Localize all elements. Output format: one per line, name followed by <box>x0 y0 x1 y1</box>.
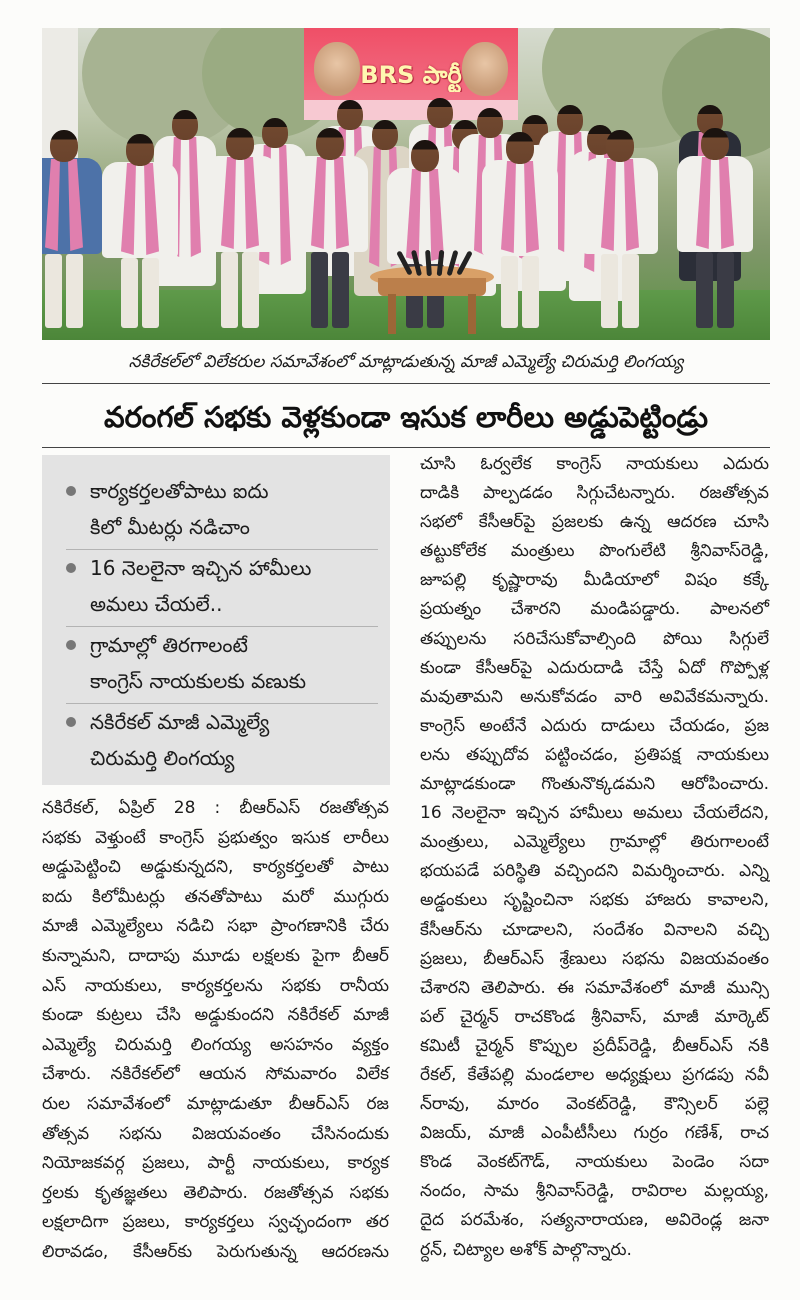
person-legs <box>311 252 328 328</box>
body-line: పల్ చైర్మన్ రాచకొండ శ్రీనివాస్, మాజీ మార్కెట్ <box>420 1006 769 1027</box>
right-body-column <box>420 450 770 1265</box>
person-legs <box>242 252 259 328</box>
body-line: ప్రజలు, బీఆర్ఎస్ శ్రేణులు సభను విజయవంతం <box>420 948 769 969</box>
body-line: 16 నెలలైనా ఇచ్చిన హామీలు అమలు చేయలేదని, <box>420 803 769 824</box>
body-line: ప్రయత్నం చేశారని మండిపడ్డారు. పాలనలో <box>420 599 769 620</box>
body-line: చేశారని తెలిపారు. ఈ సమావేశంలో మాజీ మున్సి <box>420 977 769 998</box>
body-line: మవుతామని అనుకోవడం వారి అవివేకమన్నారు. <box>420 686 769 707</box>
person-legs <box>696 252 713 328</box>
body-line: ఐదు కిలోమీటర్లు తనతోపాటు మరో ముగ్గురు <box>42 886 389 907</box>
body-line: మాజీ ఎమ్మెల్యేలు నడిచి సభా ప్రాంగణానికి చేరు <box>42 916 389 937</box>
highlight-line: 16 నెలలైనా ఇచ్చిన హామీలు <box>90 556 312 580</box>
highlight-line: కాంగ్రెస్ నాయకులకు వణుకు <box>90 669 307 693</box>
body-line: నందం, సామ శ్రీనివాస్‌రెడ్డి, రావిరాల మల్లయ్య, <box>420 1181 769 1202</box>
person-head <box>126 134 154 166</box>
person-figure <box>675 128 755 340</box>
bullet-dot-icon <box>66 563 76 573</box>
person-legs <box>522 256 539 328</box>
highlight-line: చిరుమర్తి లింగయ్య <box>90 746 235 770</box>
person-legs <box>501 256 518 328</box>
body-line: కున్నామని, దాదాపు మూడు లక్షలకు పైగా బీఆర్ <box>42 945 389 966</box>
person-head <box>50 130 78 162</box>
body-line: లను తప్పుదోవ పట్టించడం, ప్రతిపక్ష నాయకులు <box>420 744 769 765</box>
body-line: విజయ్, మాజీ ఎంపీటీసీలు గుర్రం గణేశ్, రాచ <box>420 1123 769 1144</box>
person-figure <box>290 128 370 340</box>
person-figure <box>385 140 465 340</box>
banner-text: BRS పార్టీ <box>360 61 462 89</box>
person-shirt <box>582 158 658 254</box>
body-line: చేశారు. నకిరేకల్‌లో ఆయన సోమవారం విలేక <box>42 1064 389 1085</box>
headline: వరంగల్ సభకు వెళ్లకుండా ఇసుక లారీలు అడ్డుపెట్టిండ్రు <box>103 400 709 434</box>
person-legs <box>142 258 159 328</box>
body-line: కాంగ్రెస్ అంటేనే ఎదురు దాడులు చేయడం, ప్రజ <box>420 715 769 736</box>
body-line: లక్షలాదిగా ప్రజలు, కార్యకర్తలు స్వచ్ఛందంగా తర <box>42 1212 389 1233</box>
person-shirt <box>387 168 463 264</box>
person-shirt <box>482 160 558 256</box>
person-legs <box>45 254 62 328</box>
person-shirt <box>677 156 753 252</box>
person-legs <box>66 254 83 328</box>
person-legs <box>332 252 349 328</box>
body-line: లిరావడం, కేసీఆర్‌కు పెరుగుతున్న ఆదరణను <box>42 1241 389 1262</box>
highlight-line: అమలు చేయలే.. <box>90 592 223 616</box>
highlight-line: గ్రామాల్లో తిరగాలంటే <box>90 633 248 657</box>
highlight-item <box>66 627 378 704</box>
body-line: కొండ వెంకట్‌గౌడ్, నాయకులు పెండెం సదా <box>420 1152 769 1173</box>
body-line: రేకల్, కేతేపల్లి మండలాల అధ్యక్షులు ప్రగడపు నవీ <box>420 1064 769 1085</box>
body-line: ఎస్ నాయకులు, కార్యకర్తలను సభకు రానీయ <box>42 975 389 996</box>
person-legs <box>717 252 734 328</box>
person-head <box>701 128 729 160</box>
highlight-line: నకిరేకల్ మాజీ ఎమ్మెల్యే <box>90 710 270 734</box>
body-line: న్‌రావు, మారం వెంకట్‌రెడ్డి, కౌన్సిలర్ పల్లె <box>420 1094 769 1115</box>
body-line: తోత్సవ సభను విజయవంతం చేసినందుకు <box>42 1123 389 1144</box>
person-head <box>506 132 534 164</box>
table-leg <box>388 294 396 334</box>
person-legs <box>601 254 618 328</box>
body-line: మంత్రులు, ఎమ్మెల్యేలు గ్రామాల్లో తిరుగాలంటే <box>420 832 769 853</box>
body-line: కేసీఆర్‌ను చూడాలని, సందేశం వినాలని వచ్చి <box>420 919 769 940</box>
body-line: సభలో కేసీఆర్‌పై ప్రజలకు ఉన్న ఆదరణ చూసి <box>420 512 769 533</box>
person-shirt <box>202 156 278 252</box>
highlights-box <box>42 455 390 785</box>
divider <box>42 383 770 384</box>
body-line: తప్పులను సరిచేసుకోవాల్సింది పోయి సిగ్గులే <box>420 628 769 649</box>
body-line: నియోజకవర్గ ప్రజలు, పార్టీ నాయకులు, కార్యక <box>42 1153 389 1174</box>
table-leg <box>468 294 476 334</box>
body-line: తట్టుకోలేక మంత్రులు పొంగులేటి శ్రీనివాస్‌రెడ్డి, <box>420 541 769 562</box>
bullet-dot-icon <box>66 486 76 496</box>
bullet-dot-icon <box>66 640 76 650</box>
body-line: ర్దన్, చిట్యాల అశోక్ పాల్గొన్నారు. <box>420 1239 632 1260</box>
person-figure <box>100 134 180 340</box>
news-photo <box>42 28 770 340</box>
highlight-item <box>66 704 378 781</box>
person-head <box>411 140 439 172</box>
person-head <box>316 128 344 160</box>
body-line: సభకు వెళ్తుంటే కాంగ్రెస్ ప్రభుత్వం ఇసుక లారీలు <box>42 827 389 848</box>
highlight-item <box>66 473 378 550</box>
person-figure <box>480 132 560 340</box>
highlight-line: కిలో మీటర్లు నడిచాం <box>90 515 250 539</box>
body-line: అడ్డంకులు సృష్టించినా సభకు హాజరు కావాలని, <box>420 890 769 911</box>
person-figure <box>580 130 660 340</box>
body-line: అడ్డుపెట్టించి అడ్డుకున్నదని, కార్యకర్తలతో పాటు <box>42 857 389 878</box>
person-legs <box>221 252 238 328</box>
person-shirt <box>292 156 368 252</box>
photo-caption: నకిరేకల్‌లో విలేకరుల సమావేశంలో మాట్లాడుతున్న మాజీ ఎమ్మెల్యే చిరుమర్తి లింగయ్య <box>128 352 684 372</box>
body-line: మాట్లాడకుండా గొంతునొక్కడమని ఆరోపించారు. <box>420 774 769 795</box>
person-shirt <box>102 162 178 258</box>
divider <box>42 447 770 448</box>
body-line: భయపడే పరిస్థితి వచ్చిందని విమర్శించారు. ఎన్ని <box>420 861 769 882</box>
highlight-line: కార్యకర్తలతోపాటు ఐదు <box>90 479 269 503</box>
person-head <box>606 130 634 162</box>
body-line: ర్తలకు కృతజ్ఞతలు తెలిపారు. రజతోత్సవ సభకు <box>42 1182 389 1203</box>
person-figure <box>42 130 104 340</box>
body-line: చూసి ఓర్వలేక కాంగ్రెస్ నాయకులు ఎదురు <box>420 454 769 474</box>
highlight-item <box>66 550 378 627</box>
body-line: కుండా కేసీఆర్‌పై ఎదురుదాడి చేస్తే ఏదో గొప్పోళ్ల <box>420 657 769 678</box>
bullet-dot-icon <box>66 717 76 727</box>
body-line: ఎమ్మెల్యే చిరుమర్తి లింగయ్య అసహనం వ్యక్తం <box>42 1034 389 1055</box>
person-legs <box>622 254 639 328</box>
body-line: రుల సమావేశంలో మాట్లాడుతూ బీఆర్ఎస్ రజ <box>42 1093 389 1114</box>
body-line: కుండా కుట్రలు చేసి అడ్డుకుందని నకిరేకల్ మాజీ <box>42 1005 389 1026</box>
body-line: దాడికి పాల్పడడం సిగ్గుచేటన్నారు. రజతోత్సవ <box>420 483 769 504</box>
body-line: కమిటీ చైర్మన్ కొప్పుల ప్రదీప్‌రెడ్డి, బీఆర్ఎస్ నకి <box>420 1035 769 1056</box>
left-body-column <box>42 794 390 1268</box>
person-figure <box>200 128 280 340</box>
person-legs <box>121 258 138 328</box>
person-head <box>226 128 254 160</box>
body-line: దైద పరమేశం, సత్యనారాయణ, అవిరెండ్ల జనా <box>420 1210 769 1231</box>
body-line: జూపల్లి కృష్ణారావు మీడియాలో విషం కక్కే <box>420 570 769 591</box>
body-line: నకిరేకల్, ఏప్రిల్ 28 : బీఆర్ఎస్ రజతోత్సవ <box>42 798 389 818</box>
